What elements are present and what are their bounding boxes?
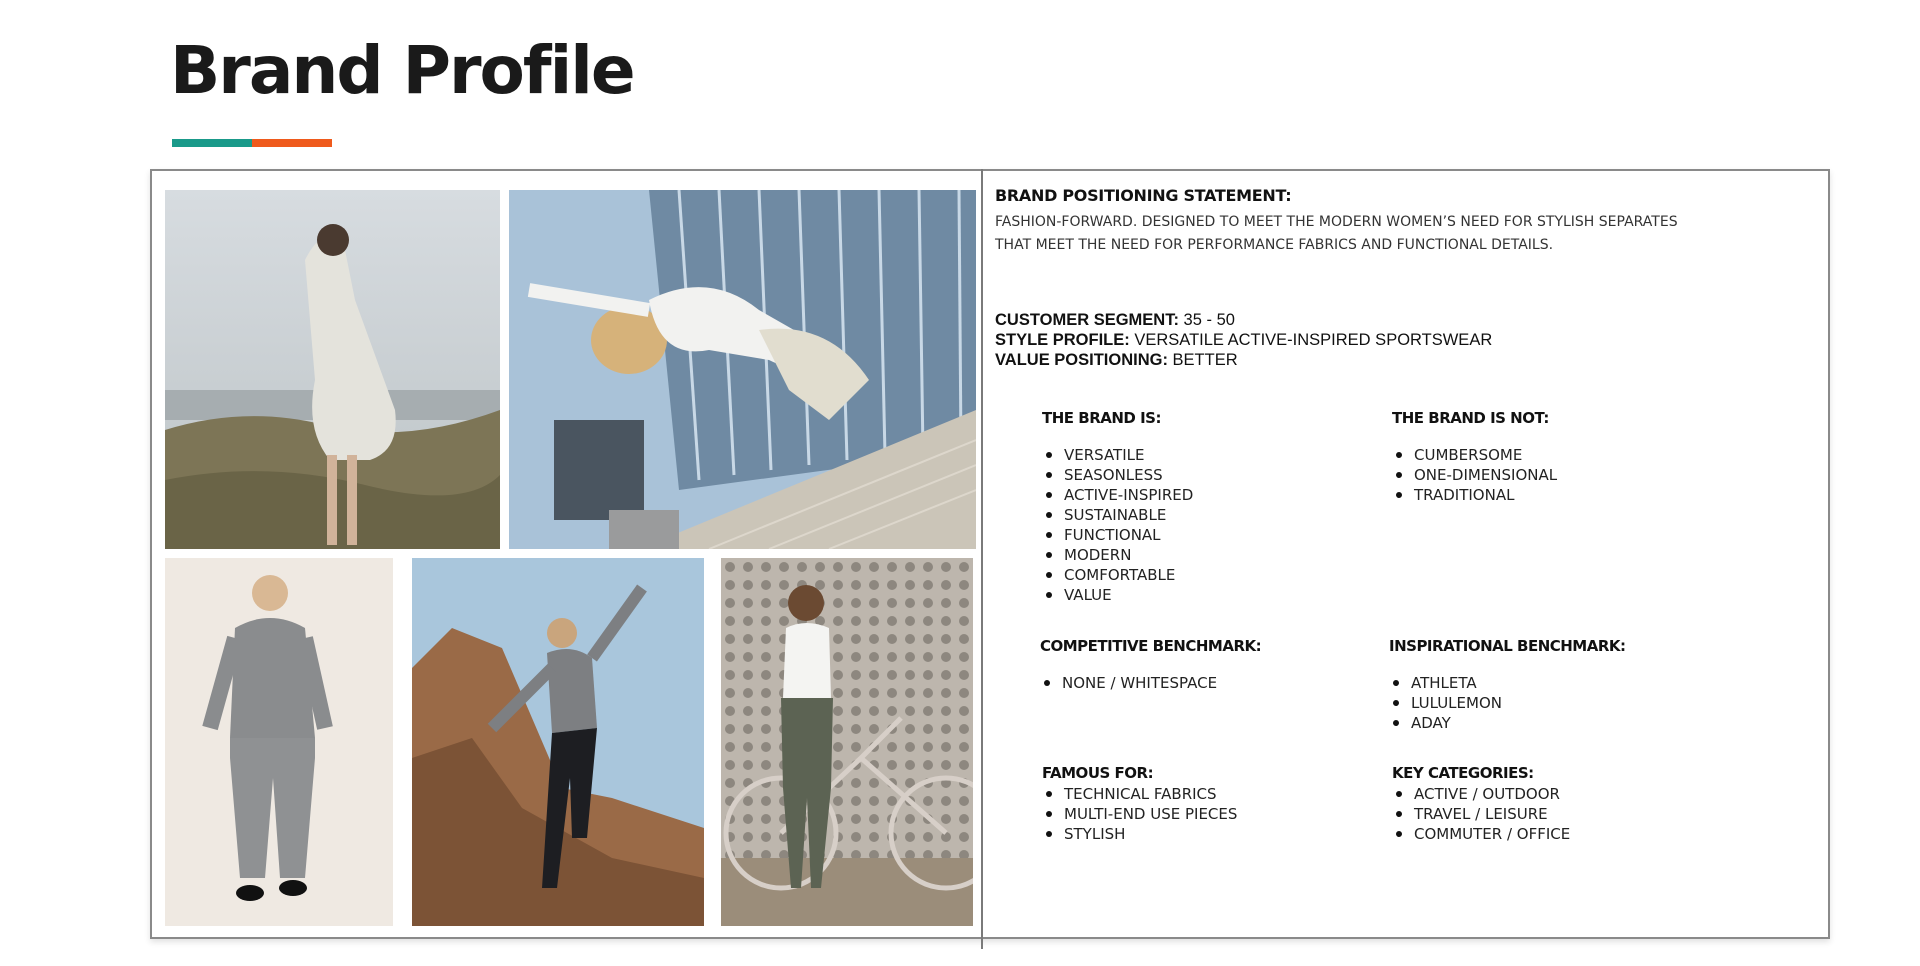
brand-is-not-list <box>1392 445 1557 505</box>
competitive-heading: COMPETITIVE BENCHMARK: <box>1040 637 1262 655</box>
inspirational-list <box>1389 673 1626 733</box>
list-item: SUSTAINABLE <box>1042 505 1193 525</box>
positioning-heading: BRAND POSITIONING STATEMENT: <box>995 186 1292 205</box>
positioning-statement <box>995 211 1785 257</box>
list-item: COMFORTABLE <box>1042 565 1193 585</box>
positioning-section <box>995 186 1795 257</box>
title-underline-teal <box>172 139 252 147</box>
brand-is-section <box>1042 409 1193 605</box>
brand-is-not-section <box>1392 409 1557 505</box>
famous-for-list <box>1042 784 1237 844</box>
list-item: NONE / WHITESPACE <box>1040 673 1261 693</box>
competitive-list <box>1040 673 1261 693</box>
photo-model-bicycle <box>721 558 973 926</box>
list-item: TRADITIONAL <box>1392 485 1557 505</box>
inspirational-heading: INSPIRATIONAL BENCHMARK: <box>1389 637 1626 655</box>
list-item: COMMUTER / OFFICE <box>1392 824 1570 844</box>
photo-model-jumping-city <box>509 190 976 549</box>
list-item: VERSATILE <box>1042 445 1193 465</box>
list-item: ONE-DIMENSIONAL <box>1392 465 1557 485</box>
photo-model-grey-sweatsuit <box>165 558 393 926</box>
competitive-section <box>1040 637 1261 693</box>
photo-model-jacket-hillside <box>165 190 500 549</box>
list-item: VALUE <box>1042 585 1193 605</box>
positioning-line-1: FASHION-FORWARD. DESIGNED TO MEET THE MODERN WOMEN’S NEED FOR STYLISH SEPARATES <box>995 214 1678 230</box>
list-item: FUNCTIONAL <box>1042 525 1193 545</box>
list-item: ADAY <box>1389 713 1626 733</box>
board-divider <box>981 169 983 949</box>
brand-is-not-heading: THE BRAND IS NOT: <box>1392 409 1549 427</box>
photo-model-rocks-pose <box>412 558 704 926</box>
title-underline-orange <box>252 139 332 147</box>
customer-segment: CUSTOMER SEGMENT: 35 - 50 <box>995 311 1235 329</box>
list-item: TRAVEL / LEISURE <box>1392 804 1570 824</box>
brand-is-heading: THE BRAND IS: <box>1042 409 1161 427</box>
value-positioning: VALUE POSITIONING: BETTER <box>995 351 1238 369</box>
brand-meta <box>995 310 1795 370</box>
page-title: Brand Profile <box>170 32 634 109</box>
list-item: MODERN <box>1042 545 1193 565</box>
list-item: SEASONLESS <box>1042 465 1193 485</box>
brand-is-list <box>1042 445 1193 605</box>
list-item: MULTI-END USE PIECES <box>1042 804 1237 824</box>
style-profile: STYLE PROFILE: VERSATILE ACTIVE-INSPIRED SPORTSWEAR <box>995 331 1493 349</box>
key-categories-section <box>1392 764 1570 844</box>
list-item: ATHLETA <box>1389 673 1626 693</box>
list-item: TECHNICAL FABRICS <box>1042 784 1237 804</box>
list-item: CUMBERSOME <box>1392 445 1557 465</box>
key-categories-list <box>1392 784 1570 844</box>
list-item: ACTIVE-INSPIRED <box>1042 485 1193 505</box>
famous-for-section <box>1042 764 1237 844</box>
list-item: STYLISH <box>1042 824 1237 844</box>
inspirational-section <box>1389 637 1626 733</box>
list-item: ACTIVE / OUTDOOR <box>1392 784 1570 804</box>
positioning-line-2: THAT MEET THE NEED FOR PERFORMANCE FABRICS AND FUNCTIONAL DETAILS. <box>995 237 1554 253</box>
key-categories-heading: KEY CATEGORIES: <box>1392 764 1534 782</box>
famous-for-heading: FAMOUS FOR: <box>1042 764 1154 782</box>
list-item: LULULEMON <box>1389 693 1626 713</box>
